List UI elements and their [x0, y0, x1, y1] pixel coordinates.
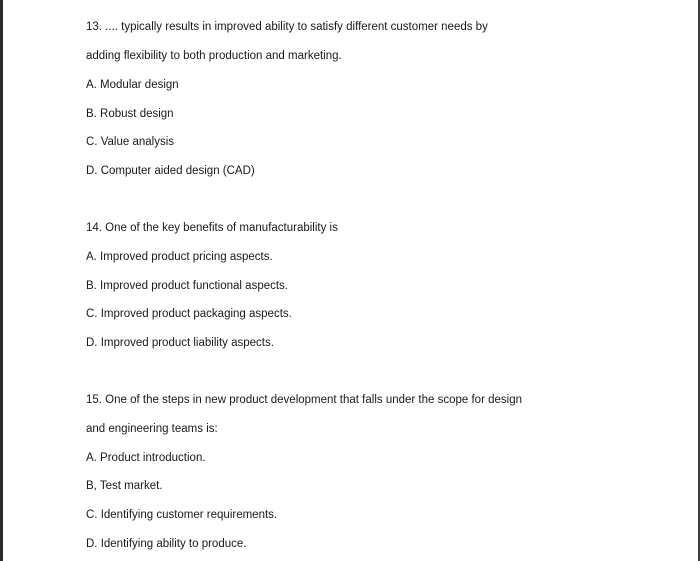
question-15-option-a: A. Product introduction.: [86, 452, 206, 464]
question-13-stem-line-2: adding flexibility to both production and marketing.: [86, 50, 342, 62]
question-14-option-b: B. Improved product functional aspects.: [86, 280, 288, 292]
question-15-option-c: C. Identifying customer requirements.: [86, 509, 278, 521]
left-page-border: [0, 0, 3, 561]
question-14-stem-line-1: 14. One of the key benefits of manufacturability is: [86, 222, 338, 234]
question-13-option-d: D. Computer aided design (CAD): [86, 165, 255, 177]
question-15-option-b: B, Test market.: [86, 480, 163, 492]
question-13-option-b: B. Robust design: [86, 108, 174, 120]
question-13-option-c: C. Value analysis: [86, 136, 174, 148]
question-13-stem-line-1: 13. .... typically results in improved ability to satisfy different customer needs by: [86, 21, 488, 33]
question-14-option-a: A. Improved product pricing aspects.: [86, 251, 273, 263]
question-13-option-a: A. Modular design: [86, 79, 179, 91]
question-15-stem-line-2: and engineering teams is:: [86, 423, 218, 435]
question-14-option-d: D. Improved product liability aspects.: [86, 337, 274, 349]
question-15-option-d: D. Identifying ability to produce.: [86, 538, 247, 550]
question-15-stem-line-1: 15. One of the steps in new product development that falls under the scope for design: [86, 394, 522, 406]
question-14-option-c: C. Improved product packaging aspects.: [86, 308, 292, 320]
